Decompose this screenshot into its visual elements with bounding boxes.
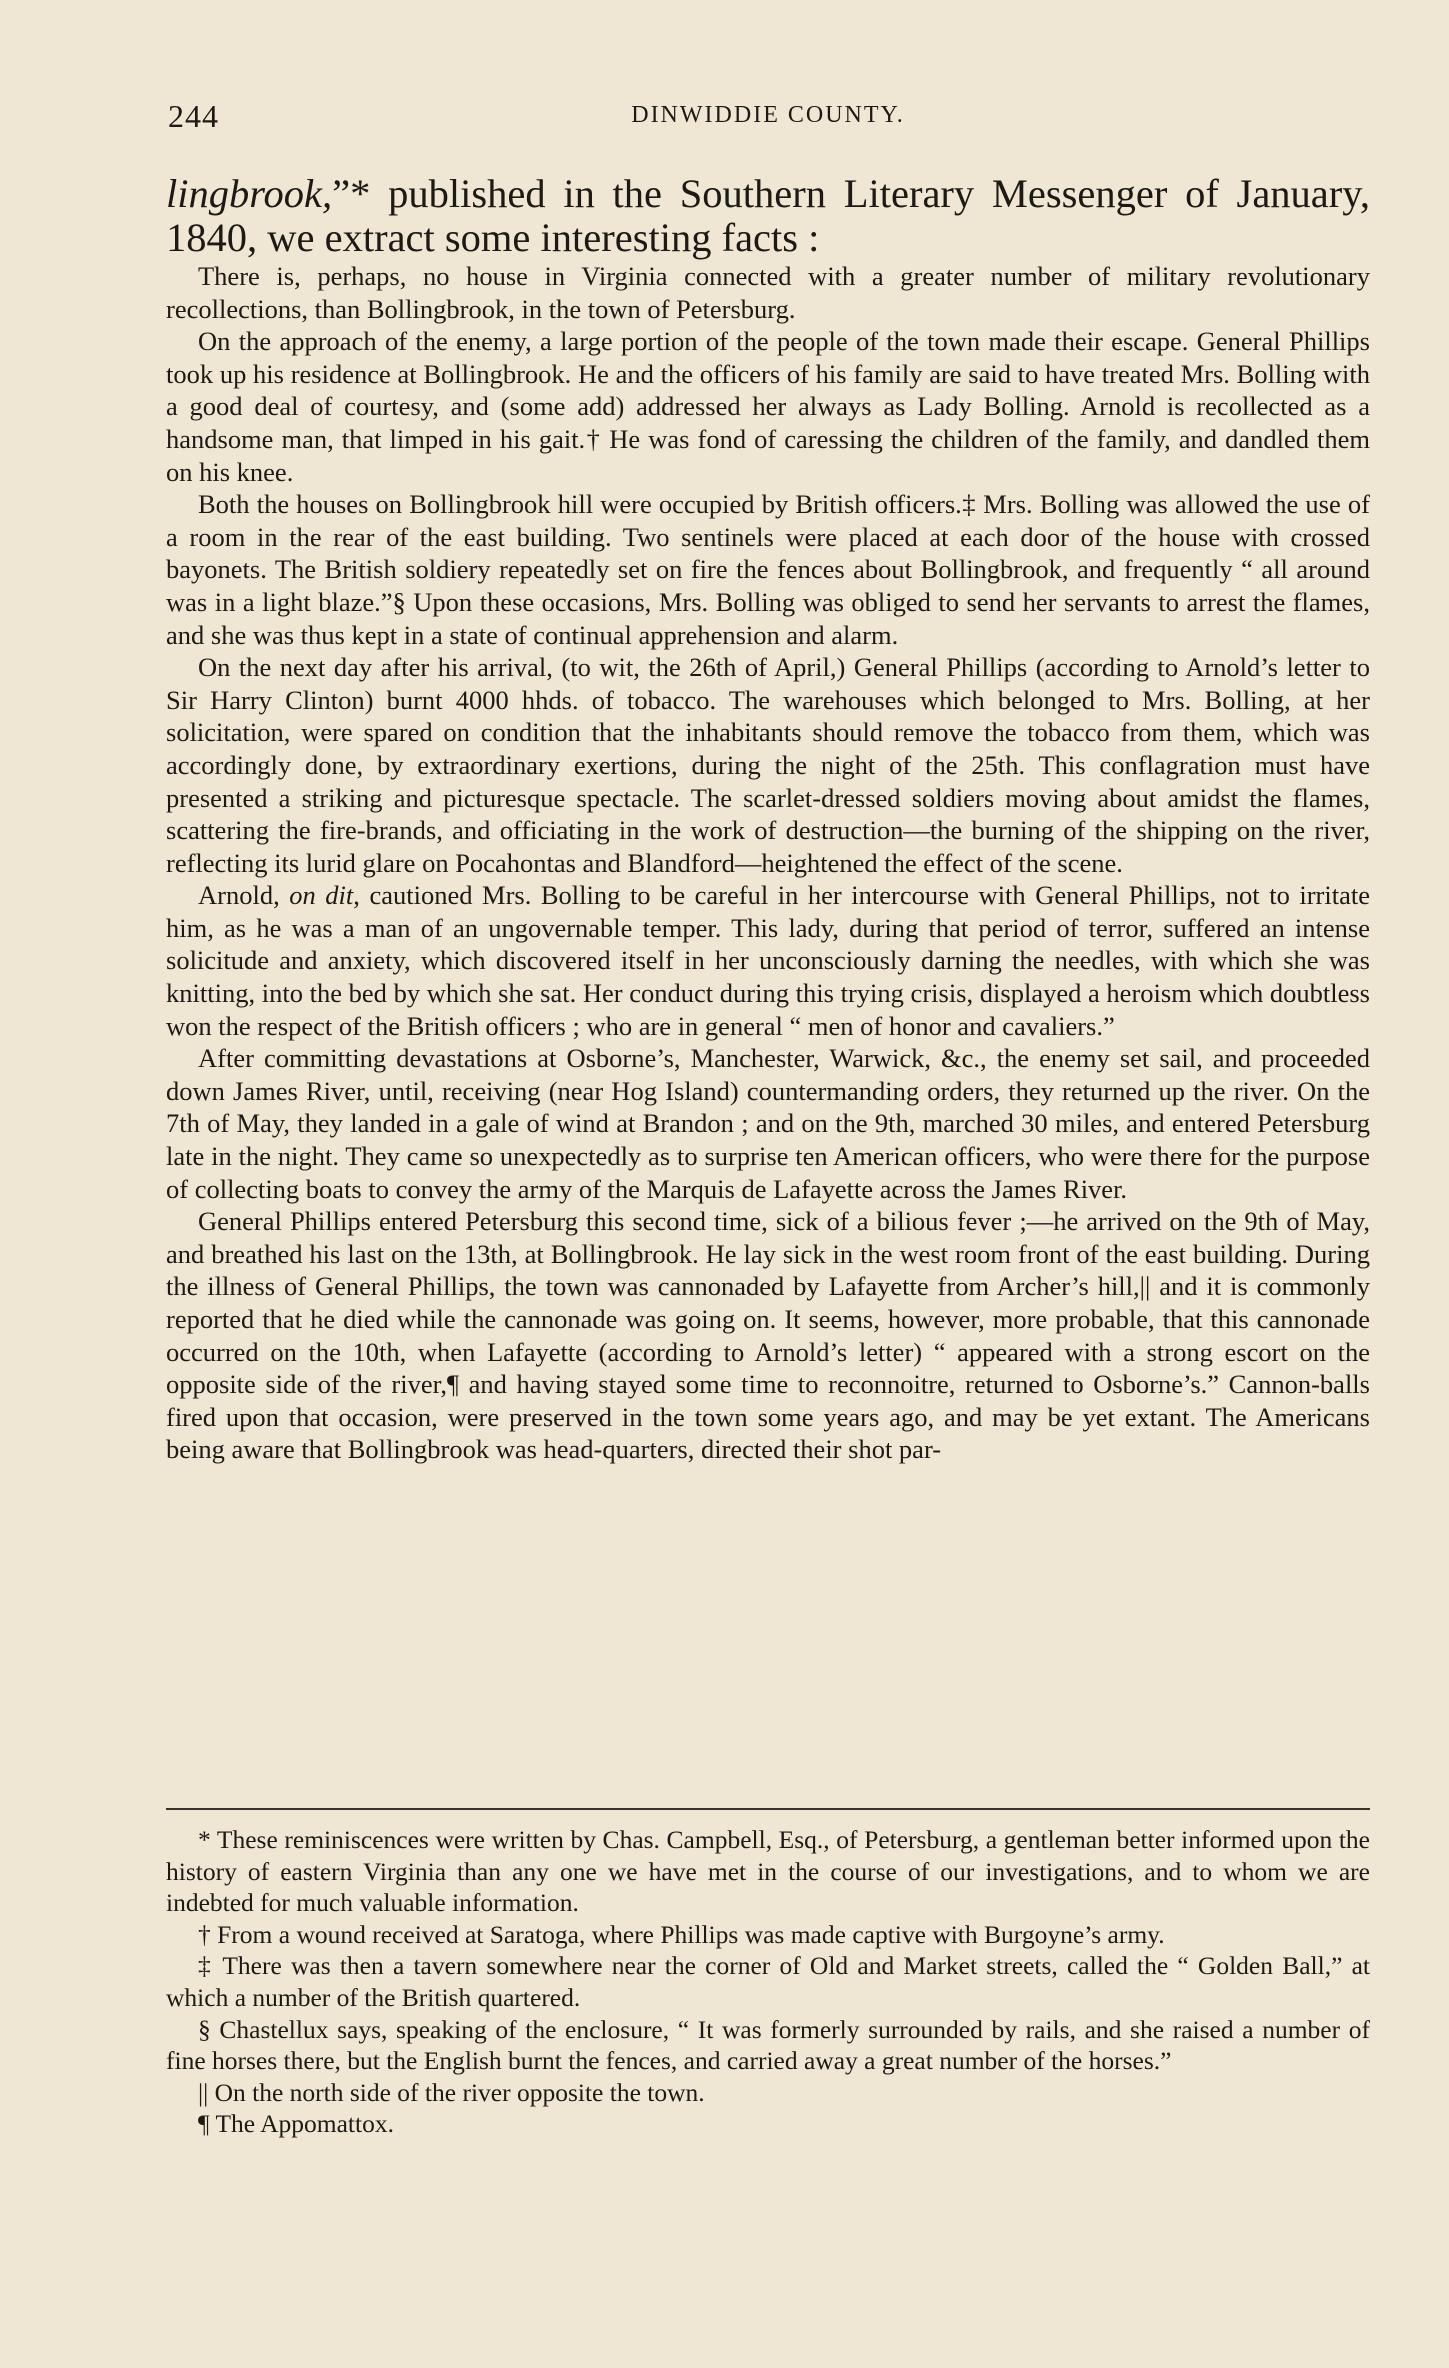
paragraph-5-italic: on dit xyxy=(289,880,354,911)
paragraph-5-start: Arnold, xyxy=(198,880,290,911)
page-number: 244 xyxy=(168,98,219,134)
paragraph-1: There is, perhaps, no house in Virginia connected with a greater number of military revolutionary recollections, than Bollingbrook, in the town of Petersburg. xyxy=(166,261,1370,324)
main-text xyxy=(166,172,1370,1466)
opening-title: lingbrook, xyxy=(166,171,333,216)
footnote-section: § Chastellux says, speaking of the enclosure, “ It was formerly surrounded by rails, and she raised a number of fine horses there, but the English burnt the fences, and carried away a great number of the horses.” xyxy=(166,2014,1370,2076)
page-header xyxy=(168,98,1368,142)
footnotes xyxy=(166,1824,1370,2140)
running-head: DINWIDDIE COUNTY. xyxy=(631,102,905,128)
footnote-asterisk: * These reminiscences were written by Chas. Campbell, Esq., of Petersburg, a gentleman better informed upon the history of eastern Virginia than any one we have met in the course of our investigations, and to whom we are indebted for much valuable information. xyxy=(166,1825,1370,1918)
paragraph-5 xyxy=(166,879,1370,1042)
footnote-pilcrow: ¶ The Appomattox. xyxy=(198,2109,394,2139)
paragraph-3: Both the houses on Bollingbrook hill were occupied by British officers.‡ Mrs. Bolling was allowed the use of a room in the rear of the east building. Two sentinels were placed at each door of the house with crossed bayonets. The British soldiery repeatedly set on fire the fences about Bollingbrook, and frequently “ all around was in a light blaze.”§ Upon these occasions, Mrs. Bolling was obliged to send her servants to arrest the flames, and she was thus kept in a state of continual apprehension and alarm. xyxy=(166,489,1370,650)
opening-sentence xyxy=(166,172,1370,260)
footnote-parallel: || On the north side of the river opposite the town. xyxy=(198,2077,705,2107)
paragraph-5-rest: , cautioned Mrs. Bolling to be careful in her intercourse with General Phillips, not to irritate him, as he was a man of an ungovernable temper. This lady, during that period of terror, suffered an intense solicitude and anxiety, which discovered itself in her unconsciously darning the needles, with which she was knitting, into the bed by which she sat. Her conduct during this trying crisis, displayed a heroism which doubtless won the respect of the British officers ; who are in general “ men of honor and cavaliers.” xyxy=(166,880,1370,1041)
paragraph-7: General Phillips entered Petersburg this second time, sick of a bilious fever ;—he arrived on the 9th of May, and breathed his last on the 13th, at Bollingbrook. He lay sick in the west room front of the east building. During the illness of General Phillips, the town was cannonaded by Lafayette from Archer’s hill,|| and it is commonly reported that he died while the cannonade was going on. It seems, however, more probable, that this cannonade occurred on the 10th, when Lafayette (according to Arnold’s letter) “ appeared with a strong escort on the opposite side of the river,¶ and having stayed some time to reconnoitre, returned to Osborne’s.” Cannon-balls fired upon that occasion, were preserved in the town some years ago, and may be yet extant. The Americans being aware that Bollingbrook was head-quarters, directed their shot par- xyxy=(166,1206,1370,1465)
paragraph-4: On the next day after his arrival, (to wit, the 26th of April,) General Phillips (according to Arnold’s letter to Sir Harry Clinton) burnt 4000 hhds. of tobacco. The warehouses which belonged to Mrs. Bolling, at her solicitation, were spared on condition that the inhabitants should remove the tobacco from them, which was accordingly done, by extraordinary exertions, during the night of the 25th. This conflagration must have presented a striking and picturesque spectacle. The scarlet-dressed soldiers moving about amidst the flames, scattering the fire-brands, and officiating in the work of destruction—the burning of the shipping on the river, reflecting its lurid glare on Pocahontas and Blandford—heightened the effect of the scene. xyxy=(166,652,1370,878)
footnote-dagger: † From a wound received at Saratoga, where Phillips was made captive with Burgoyne’s army. xyxy=(198,1919,1165,1949)
footnote-divider xyxy=(166,1808,1370,1810)
opening-rest: ”* published in the Southern Literary Messenger of January, 1840, we extract some interesting facts : xyxy=(166,171,1370,260)
paragraph-6: After committing devastations at Osborne’s, Manchester, Warwick, &c., the enemy set sail, and proceeded down James River, until, receiving (near Hog Island) countermanding orders, they returned up the river. On the 7th of May, they landed in a gale of wind at Brandon ; and on the 9th, marched 30 miles, and entered Petersburg late in the night. They came so unexpectedly as to surprise ten American officers, who were there for the purpose of collecting boats to convey the army of the Marquis de Lafayette across the James River. xyxy=(166,1043,1370,1204)
footnote-double-dagger: ‡ There was then a tavern somewhere near the corner of Old and Market streets, called the “ Golden Ball,” at which a number of the British quartered. xyxy=(166,1951,1370,2012)
paragraph-2: On the approach of the enemy, a large portion of the people of the town made their escape. General Phillips took up his residence at Bollingbrook. He and the officers of his family are said to have treated Mrs. Bolling with a good deal of courtesy, and (some add) addressed her always as Lady Bolling. Arnold is recollected as a handsome man, that limped in his gait.† He was fond of caressing the children of the family, and dandled them on his knee. xyxy=(166,326,1370,487)
